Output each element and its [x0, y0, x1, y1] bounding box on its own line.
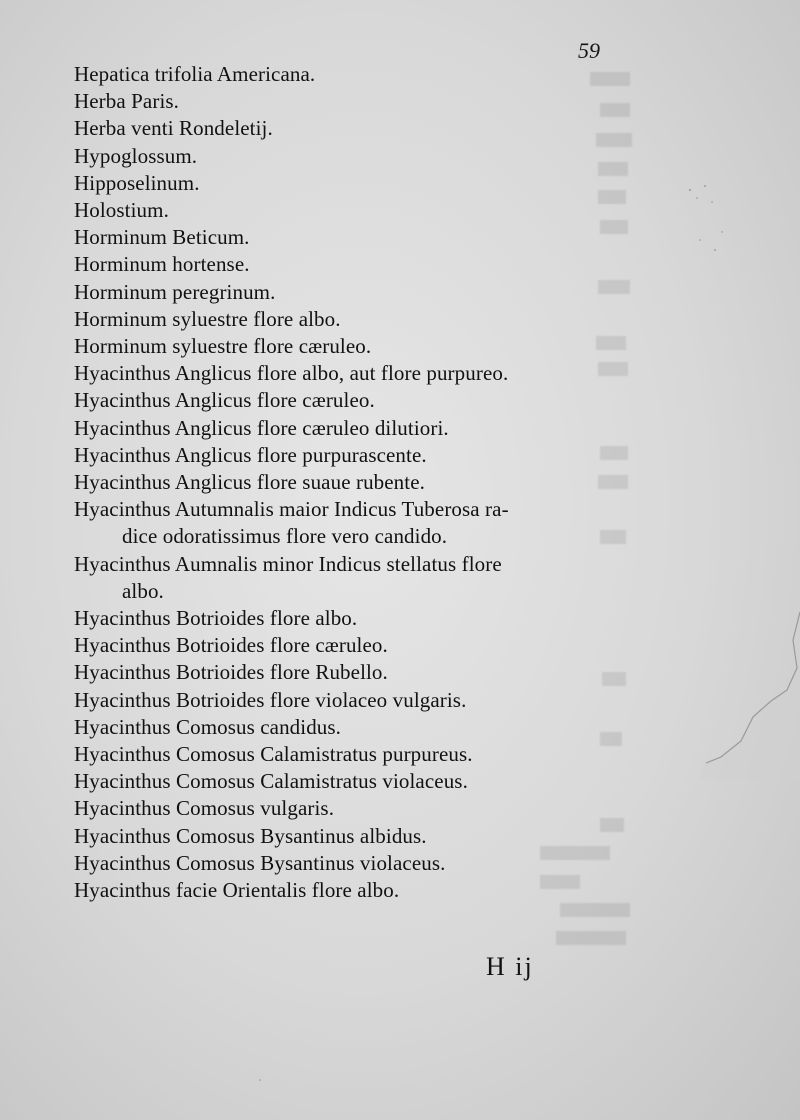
entry-continuation-line: albo.	[122, 578, 164, 603]
list-item	[74, 496, 619, 550]
list-item	[74, 469, 619, 496]
entry-line: Hyacinthus Anglicus flore cæruleo.	[74, 388, 375, 413]
entry-line: Hyacinthus Botrioides flore albo.	[74, 606, 358, 631]
entry-line: Horminum hortense.	[74, 252, 250, 277]
entry-line: Hyacinthus Botrioides flore violaceo vulgaris.	[74, 687, 467, 712]
entry-line: Horminum syluestre flore cæruleo.	[74, 334, 372, 359]
list-item	[74, 714, 619, 741]
entry-line: Hyacinthus Anglicus flore albo, aut flore purpureo.	[74, 361, 509, 386]
entry-line: Herba venti Rondeletij.	[74, 116, 273, 141]
entry-line: Hyacinthus Autumnalis maior Indicus Tuberosa ra-	[74, 497, 509, 522]
list-item	[74, 197, 619, 224]
list-item	[74, 795, 619, 822]
list-item	[74, 170, 619, 197]
entry-line: Hyacinthus Anglicus flore suaue rubente.	[74, 470, 425, 495]
list-item	[74, 387, 619, 414]
entry-line: Hyacinthus Anglicus flore purpurascente.	[74, 442, 427, 467]
entry-line: Hipposelinum.	[74, 170, 200, 195]
entry-line: Hyacinthus Comosus vulgaris.	[74, 796, 335, 821]
list-item	[74, 415, 619, 442]
entry-line: Hyacinthus Botrioides flore Rubello.	[74, 660, 388, 685]
entry-line: Herba Paris.	[74, 89, 180, 114]
entry-line: Hepatica trifolia Americana.	[74, 62, 316, 86]
list-item	[74, 768, 619, 795]
list-item	[74, 88, 619, 115]
list-item	[74, 333, 619, 360]
list-item	[74, 877, 619, 904]
list-item	[74, 850, 619, 877]
list-item	[74, 143, 619, 170]
entry-line: Hypoglossum.	[74, 143, 198, 168]
entry-line: Horminum Beticum.	[74, 225, 250, 250]
plant-name-list	[74, 61, 619, 904]
list-item	[74, 279, 619, 306]
entry-line: Holostium.	[74, 198, 169, 223]
entry-line: Hyacinthus Botrioides flore cæruleo.	[74, 633, 388, 658]
list-item	[74, 551, 619, 605]
list-item	[74, 605, 619, 632]
signature-mark: H ij	[486, 952, 534, 981]
entry-line: Hyacinthus Comosus Calamistratus purpureus.	[74, 742, 473, 767]
list-item	[74, 741, 619, 768]
page-number: 59	[578, 38, 600, 63]
entry-line: Hyacinthus Aumnalis minor Indicus stellatus flore	[74, 551, 502, 576]
list-item	[74, 61, 619, 88]
entry-line: Horminum peregrinum.	[74, 279, 276, 304]
list-item	[74, 687, 619, 714]
entry-line: Horminum syluestre flore albo.	[74, 306, 341, 331]
list-item	[74, 823, 619, 850]
list-item	[74, 360, 619, 387]
entry-continuation-line: dice odoratissimus flore vero candido.	[122, 524, 448, 549]
list-item	[74, 224, 619, 251]
list-item	[74, 659, 619, 686]
list-item	[74, 632, 619, 659]
list-item	[74, 306, 619, 333]
list-item	[74, 251, 619, 278]
entry-line: Hyacinthus Comosus Calamistratus violaceus.	[74, 769, 468, 794]
list-item	[74, 115, 619, 142]
entry-line: Hyacinthus Comosus Bysantinus albidus.	[74, 823, 427, 848]
entry-line: Hyacinthus Anglicus flore cæruleo dilutiori.	[74, 415, 449, 440]
entry-line: Hyacinthus Comosus candidus.	[74, 714, 342, 739]
entry-line: Hyacinthus facie Orientalis flore albo.	[74, 878, 400, 903]
list-item	[74, 442, 619, 469]
entry-line: Hyacinthus Comosus Bysantinus violaceus.	[74, 850, 446, 875]
